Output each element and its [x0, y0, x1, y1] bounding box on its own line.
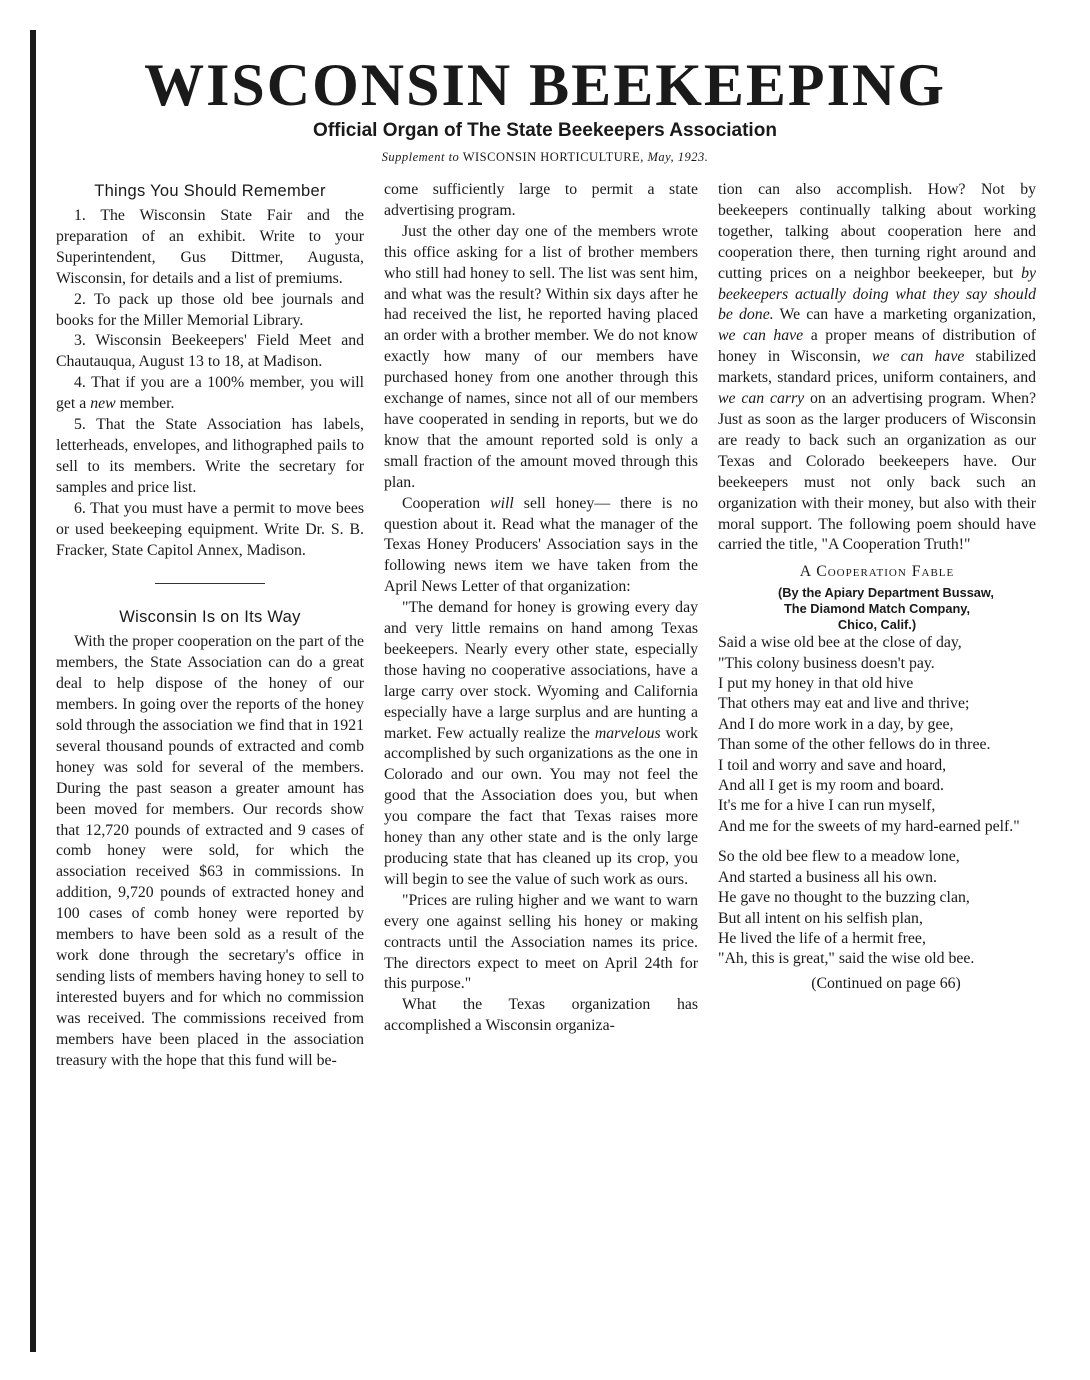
- masthead-subtitle: Official Organ of The State Beekeepers Association: [313, 120, 777, 141]
- poem-verse: And all I get is my room and board.: [718, 777, 944, 795]
- item4-text-end: member.: [119, 395, 175, 413]
- poem-verse: "This colony business doesn't pay.: [718, 654, 935, 672]
- supplement-publication: WISCONSIN HORTICULTURE,: [462, 150, 644, 164]
- paragraph: What the Texas organization has accomplished a Wisconsin organiza-: [384, 996, 698, 1035]
- poem-verse: Than some of the other fellows do in three.: [718, 736, 991, 754]
- text-run: a proper means of distribution of honey in Wisconsin,: [718, 327, 1037, 366]
- list-item-4: [56, 373, 364, 415]
- paragraph: come sufficiently large to permit a state advertising program.: [384, 181, 698, 219]
- paragraph: Just the other day one of the members wrote this office asking for a list of brother members who still had honey to sell. The list was sent him, and what was the result? Within six days after he had received the list, he reported having placed an order with a brother member. We do not know exactly how many of our members have purchased honey from one another through this exchange of names, since not all of our members have cooperated in sending in reports, but we do know that the amount reported sold is only a small fraction of the amount moved through this plan.: [384, 222, 698, 491]
- text-run: on an advertising program. When? Just as soon as the larger producers of Wisconsin are ready to back such an organization as our Texas and Colorado beekeepers have. Our beekeepers must not only back such an organization with their money, but also with their moral support. The following poem should have carried the title, "A Cooperation Truth!": [718, 390, 1036, 554]
- emphasis: by beekeepers actually doing what they say should be done.: [718, 264, 1036, 324]
- poem-verse: It's me for a hive I can run myself,: [718, 797, 936, 815]
- list-item: 6. That you must have a permit to move bees or used beekeeping equipment. Write Dr. S. B. Fracker, State Capitol Annex, Madison.: [56, 499, 364, 559]
- emphasis: marvelous: [594, 724, 661, 742]
- poem-verse: I toil and worry and save and hoard,: [718, 756, 947, 774]
- masthead-title: WISCONSIN BEEKEEPING: [144, 52, 946, 118]
- poem-verse: Said a wise old bee at the close of day,: [718, 634, 962, 652]
- byline-line: Chico, Calif.): [837, 617, 917, 633]
- column-2: [384, 180, 698, 1037]
- continued-note: (Continued on page 66): [811, 974, 961, 992]
- byline-line: (By the Apiary Department Bussaw,: [778, 585, 994, 601]
- paragraph: With the proper cooperation on the part of the members, the State Association can do a great deal to help dispose of the honey of our members. In going over the reports of the honey sold through the association we find that in 1921 several thousand pounds of extracted and comb honey was sold for several of the members. During the past season a greater amount has been moved for members. Our records show that 12,720 pounds of extracted and 9 cases of comb honey were sold, for which the association received $63 in commissions. In addition, 9,720 pounds of extracted honey and 100 cases of comb honey were reported by members to have been sold as a result of the work done through the secretary's office in sending lists of members having honey to sell to interested buyers and for which no commission was received. The commissions received from members have been placed in the association treasury with the hope that this fund will be-: [56, 633, 364, 1069]
- list-item: 3. Wisconsin Beekeepers' Field Meet and Chautauqua, August 13 to 18, at Madison.: [56, 332, 364, 371]
- text-run: sell honey— there is no question about it. Read what the manager of the Texas Honey Producers' Association says in the following news item we have taken from the April News Letter of that organization:: [384, 494, 699, 596]
- poem-title: A Cooperation Fable: [799, 563, 955, 581]
- supplement-date: May, 1923.: [647, 150, 709, 164]
- paragraph-cooperation: [384, 494, 698, 599]
- section-divider: [155, 583, 265, 584]
- poem-verse: That others may eat and live and thrive;: [718, 695, 970, 713]
- emphasis: we can have: [718, 327, 804, 345]
- supplement-prefix: Supplement to: [381, 150, 460, 164]
- poem-verse: And started a business all his own.: [718, 868, 937, 886]
- heading-wisconsin-on-its-way: Wisconsin Is on Its Way: [119, 608, 301, 627]
- byline-line: The Diamond Match Company,: [783, 601, 971, 617]
- poem-verse: "Ah, this is great," said the wise old bee.: [718, 950, 975, 968]
- text-run: tion can also accomplish. How? Not by beekeepers continually talking about working together, talking about cooperation here and cooperation there, then turning right around and cutting prices on a neighbor beekeeper, but: [718, 181, 1036, 282]
- poem-verse: But all intent on his selfish plan,: [718, 909, 923, 927]
- text-run: work accomplished by such organizations as the one in Colorado and our own. You may not feel the good that the Association does you, but when you compare the fact that Texas raises more honey than any other state and is the only large producing state that has cleaned up its crop, you will begin to see the value of such work as ours.: [384, 724, 698, 888]
- poem-verse: And I do more work in a day, by gee,: [718, 715, 954, 733]
- text-run: Cooperation: [402, 494, 481, 512]
- paragraph-quote-demand: [384, 598, 698, 891]
- poem: [718, 633, 1036, 970]
- list-item: 1. The Wisconsin State Fair and the preparation of an exhibit. Write to your Superintendent, Gus Dittmer, Augusta, Wisconsin, for details and a list of premiums.: [56, 207, 364, 287]
- left-margin-rule: [30, 30, 36, 1352]
- column-3: [718, 180, 1036, 995]
- poem-byline: [718, 585, 1036, 633]
- heading-things-to-remember: Things You Should Remember: [94, 182, 326, 200]
- poem-verse: He lived the life of a hermit free,: [718, 929, 926, 947]
- poem-verse: He gave no thought to the buzzing clan,: [718, 889, 970, 907]
- list-item: 5. That the State Association has labels, letterheads, envelopes, and lithographed pails to sell to its members. Write the secretary for samples and price list.: [56, 416, 364, 496]
- poem-verse: And me for the sweets of my hard-earned pelf.": [718, 817, 1020, 835]
- list-item: 2. To pack up those old bee journals and books for the Miller Memorial Library.: [56, 290, 364, 329]
- text-run: "The demand for honey is growing every day and very little remains on hand among Texas beekeepers. Nearly every other state, especially those having no cooperative associations, have a large carry over stock. Wyoming and California especially have a large surplus and are hunting a market. Few actually realize the: [384, 599, 698, 742]
- emphasis: we can have: [871, 348, 965, 366]
- stanza-gap: [718, 837, 1036, 847]
- masthead-block: [0, 52, 1090, 165]
- item4-emphasis: new: [90, 395, 116, 413]
- item4-text: 4. That if you are a 100% member, you will get a: [56, 374, 364, 413]
- text-run: We can have a marketing organization,: [779, 306, 1036, 324]
- poem-verse: I put my honey in that old hive: [718, 675, 914, 693]
- paragraph-quote-prices: "Prices are ruling higher and we want to warn every one against selling his honey or making contracts until the Association names its price. The directors expect to meet on April 24th for this purpose.": [384, 891, 698, 993]
- emphasis: we can carry: [718, 390, 805, 408]
- emphasis: will: [490, 494, 514, 512]
- supplement-line: [0, 149, 1090, 165]
- text-run: stabilized markets, standard prices, uniform containers, and: [718, 348, 1037, 387]
- column-1: [56, 180, 364, 1071]
- poem-verse: So the old bee flew to a meadow lone,: [718, 848, 960, 866]
- paragraph-continuation: [718, 180, 1036, 556]
